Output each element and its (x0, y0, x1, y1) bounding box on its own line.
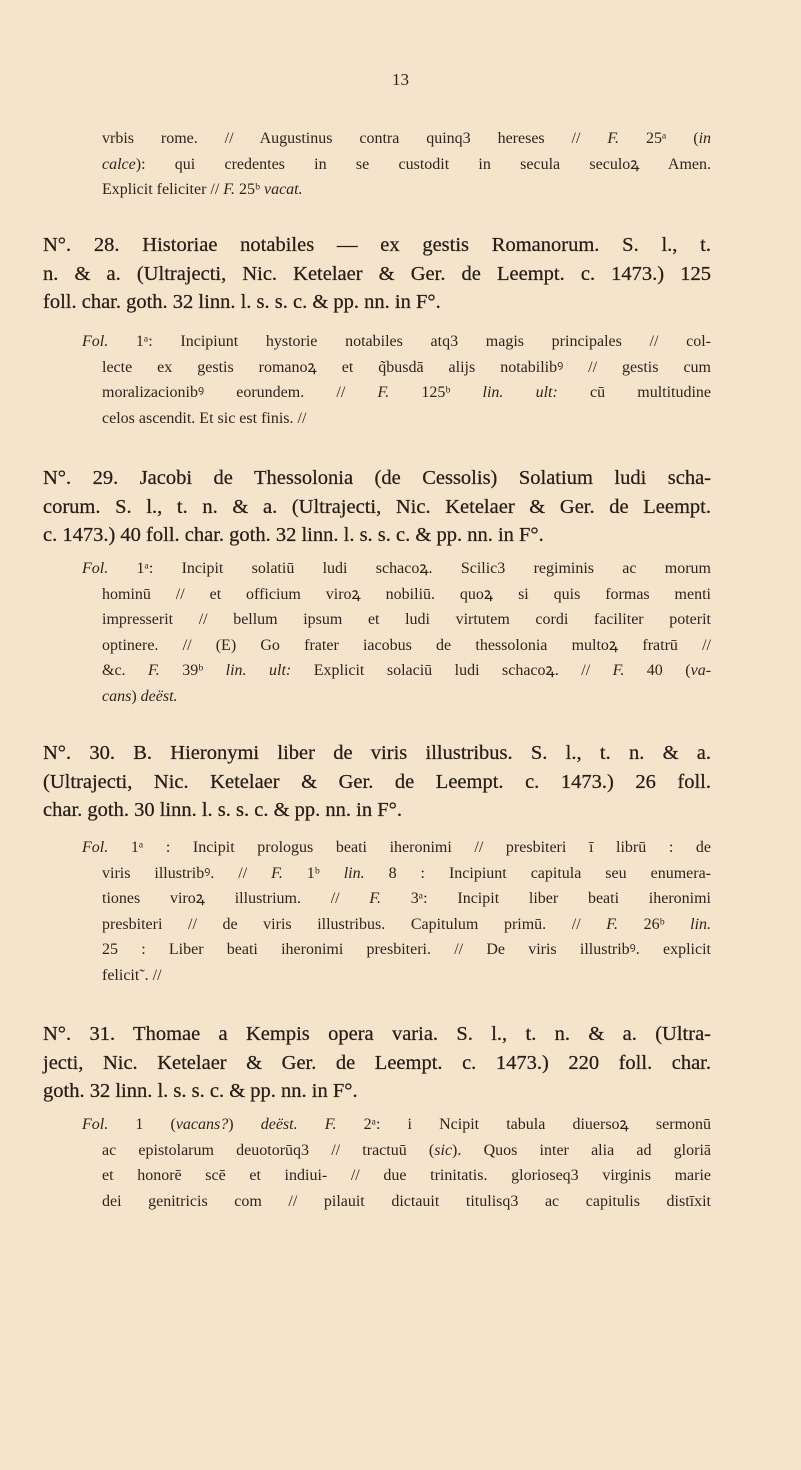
text-segment: corum. S. l., t. n. & a. (Ultrajecti, Nic. Ketelaer & Ger. de Leempt. (43, 495, 711, 518)
text-line (102, 582, 711, 608)
italic-text-segment: F. (223, 181, 236, 198)
text-segment: 26ᵇ (617, 915, 691, 933)
text-segment: 25 : Liber beati iheronimi presbiteri. // De viris illustribꝰ. explicit (102, 941, 711, 958)
text-segment: 2ᵃ: i Ncipit tabula diuersoꝝ sermonū (336, 1116, 712, 1133)
text-segment: (Ultrajecti, Nic. Ketelaer & Ger. de Leempt. c. 1473.) 26 foll. (43, 770, 711, 793)
text-line (102, 1138, 711, 1164)
text-line (43, 260, 711, 289)
text-segment: N°. 31. Thomae a Kempis opera varia. S. l., t. n. & a. (Ultra- (43, 1023, 711, 1045)
italic-text-segment: F. (607, 130, 620, 147)
italic-text-segment: sic (434, 1141, 453, 1159)
text-segment: 3ᵃ: Incipit liber beati iheronimi (381, 890, 711, 907)
text-line (102, 912, 711, 938)
italic-text-segment: cans (102, 687, 132, 705)
text-segment: c. 1473.) 40 foll. char. goth. 32 linn. l. s. s. c. & pp. nn. in F°. (43, 524, 544, 546)
text-segment: viris illustribꝰ. // (102, 864, 272, 882)
text-line (43, 1049, 711, 1078)
text-line (82, 329, 711, 355)
text-segment: goth. 32 linn. l. s. s. c. & pp. nn. in F°. (43, 1080, 358, 1102)
text-segment: impresserit // bellum ipsum et ludi virtutem cordi faciliter poterit (102, 611, 711, 628)
text-segment: 125ᵇ (389, 384, 483, 401)
text-line (43, 288, 711, 317)
text-line (102, 607, 711, 633)
text-line (82, 1112, 711, 1138)
italic-text-segment: in (698, 130, 712, 147)
entry-description-28 (82, 329, 712, 431)
text-line (102, 1189, 711, 1215)
text-segment: ): qui credentes in se custodit in secula seculoꝝ Amen. (135, 155, 711, 173)
text-segment: felicit˜. // (102, 966, 162, 984)
entry-description-30 (82, 835, 712, 988)
text-line (102, 1163, 711, 1189)
text-line (102, 937, 711, 963)
text-segment (298, 1116, 325, 1133)
text-segment: 1ᵇ (282, 864, 344, 882)
italic-text-segment: F. (271, 864, 283, 882)
italic-text-segment: deëst. (260, 1116, 298, 1133)
entry-heading-28 (43, 231, 711, 317)
entry-heading-30 (43, 739, 711, 825)
italic-text-segment: lin. ult: (482, 384, 558, 401)
text-segment: &c. (102, 662, 149, 679)
text-segment: N°. 30. B. Hieronymi liber de viris illustribus. S. l., t. n. & a. (43, 742, 711, 764)
text-segment: 25ᵇ (235, 181, 264, 198)
italic-text-segment: vacans? (175, 1116, 229, 1133)
italic-text-segment: lin. (690, 915, 712, 933)
text-segment: 8 : Incipiunt capitula seu enumera- (364, 864, 711, 882)
text-line (43, 493, 711, 522)
italic-text-segment: Fol. (82, 839, 109, 856)
italic-text-segment: Fol. (82, 1116, 109, 1133)
text-segment: 39ᵇ (159, 662, 226, 679)
entry-description-31 (82, 1112, 712, 1214)
text-segment: 25ᵃ ( (619, 130, 699, 147)
continuation-paragraph (102, 126, 711, 203)
text-line (43, 768, 711, 797)
text-line (43, 1077, 711, 1106)
italic-text-segment: F. (369, 890, 382, 907)
entry-description-29 (82, 556, 712, 709)
text-segment: cū multitudine (557, 384, 712, 401)
text-segment: 1 ( (108, 1116, 176, 1133)
text-line (102, 126, 711, 152)
text-line (102, 633, 711, 659)
text-segment: celos ascendit. Et sic est finis. // (102, 409, 307, 427)
italic-text-segment: F. (377, 384, 390, 401)
text-line (43, 739, 711, 768)
italic-text-segment: deëst. (140, 687, 178, 705)
text-line (43, 1020, 711, 1049)
text-segment: ). Quos inter alia ad gloriā (452, 1141, 711, 1159)
text-segment: jecti, Nic. Ketelaer & Ger. de Leempt. c. 1473.) 220 foll. char. (43, 1051, 711, 1074)
text-segment: presbiteri // de viris illustribus. Capitulum primū. // (102, 915, 607, 933)
text-segment: dei genitricis com // pilauit dictauit titulisq3 ac capitulis distīxit (102, 1192, 711, 1210)
text-segment: et honorē scē et indiui- // due trinitatis. glorioseq3 virginis marie (102, 1167, 711, 1184)
italic-text-segment: lin. ult: (225, 662, 292, 679)
text-segment: Explicit solaciū ludi schacoꝝ. // (291, 662, 613, 679)
text-segment: ) (228, 1116, 261, 1133)
text-line (102, 152, 711, 178)
text-segment: Explicit feliciter // (102, 181, 224, 198)
text-segment: moralizacionibꝰ eorundem. // (102, 384, 378, 401)
text-segment: 1ᵃ: Incipit solatiū ludi schacoꝝ. Scilic3 regiminis ac morum (108, 560, 711, 577)
italic-text-segment: vacat. (263, 181, 303, 198)
text-line (102, 380, 711, 406)
text-segment: 1ᵃ: Incipiunt hystorie notabiles atq3 magis principales // col- (108, 333, 711, 350)
italic-text-segment: F. (606, 915, 618, 933)
text-line (102, 355, 711, 381)
text-line (43, 796, 711, 825)
text-line (43, 464, 711, 493)
text-segment: lecte ex gestis romanoꝝ et q̃busdā alijs notabilibꝰ // gestis cum (102, 358, 711, 376)
text-segment: tiones viroꝝ illustrium. // (102, 890, 370, 907)
entry-heading-31 (43, 1020, 711, 1106)
text-line (82, 556, 711, 582)
text-line (43, 521, 711, 550)
text-segment: foll. char. goth. 32 linn. l. s. s. c. & pp. nn. in F°. (43, 291, 441, 313)
text-segment: N°. 29. Jacobi de Thessolonia (de Cessolis) Solatium ludi scha- (43, 467, 711, 489)
text-segment: N°. 28. Historiae notabiles — ex gestis Romanorum. S. l., t. (43, 234, 711, 256)
text-line (102, 963, 711, 989)
text-segment: 40 ( (624, 662, 691, 679)
italic-text-segment: calce (102, 155, 136, 173)
text-segment: hominū // et officium viroꝝ nobiliū. quoꝝ si quis formas menti (102, 585, 711, 603)
entry-heading-29 (43, 464, 711, 550)
text-segment: n. & a. (Ultrajecti, Nic. Ketelaer & Ger. de Leempt. c. 1473.) 125 (43, 262, 711, 285)
page-number: 13 (392, 70, 409, 89)
text-line (82, 835, 711, 861)
text-segment: 1ᵃ : Incipit prologus beati iheronimi // presbiteri ī librū : de (108, 839, 711, 856)
italic-text-segment: lin. (343, 864, 365, 882)
italic-text-segment: F. (612, 662, 625, 679)
italic-text-segment: F. (324, 1116, 337, 1133)
text-line (43, 231, 711, 260)
text-line (102, 684, 711, 710)
text-line (102, 406, 711, 432)
text-segment: ac epistolarum deuotorūq3 // tractuū ( (102, 1141, 435, 1159)
italic-text-segment: Fol. (82, 560, 109, 577)
text-line (102, 886, 711, 912)
italic-text-segment: F. (148, 662, 160, 679)
text-line (102, 658, 711, 684)
text-segment: char. goth. 30 linn. l. s. s. c. & pp. nn. in F°. (43, 799, 402, 821)
text-line (102, 177, 711, 203)
text-line (102, 861, 711, 887)
italic-text-segment: Fol. (82, 333, 109, 350)
text-segment: optinere. // (E) Go frater iacobus de thessolonia multoꝝ fratrū // (102, 636, 711, 654)
text-segment: vrbis rome. // Augustinus contra quinq3 hereses // (102, 130, 608, 147)
text-segment: ) (131, 687, 141, 705)
italic-text-segment: va- (690, 662, 712, 679)
